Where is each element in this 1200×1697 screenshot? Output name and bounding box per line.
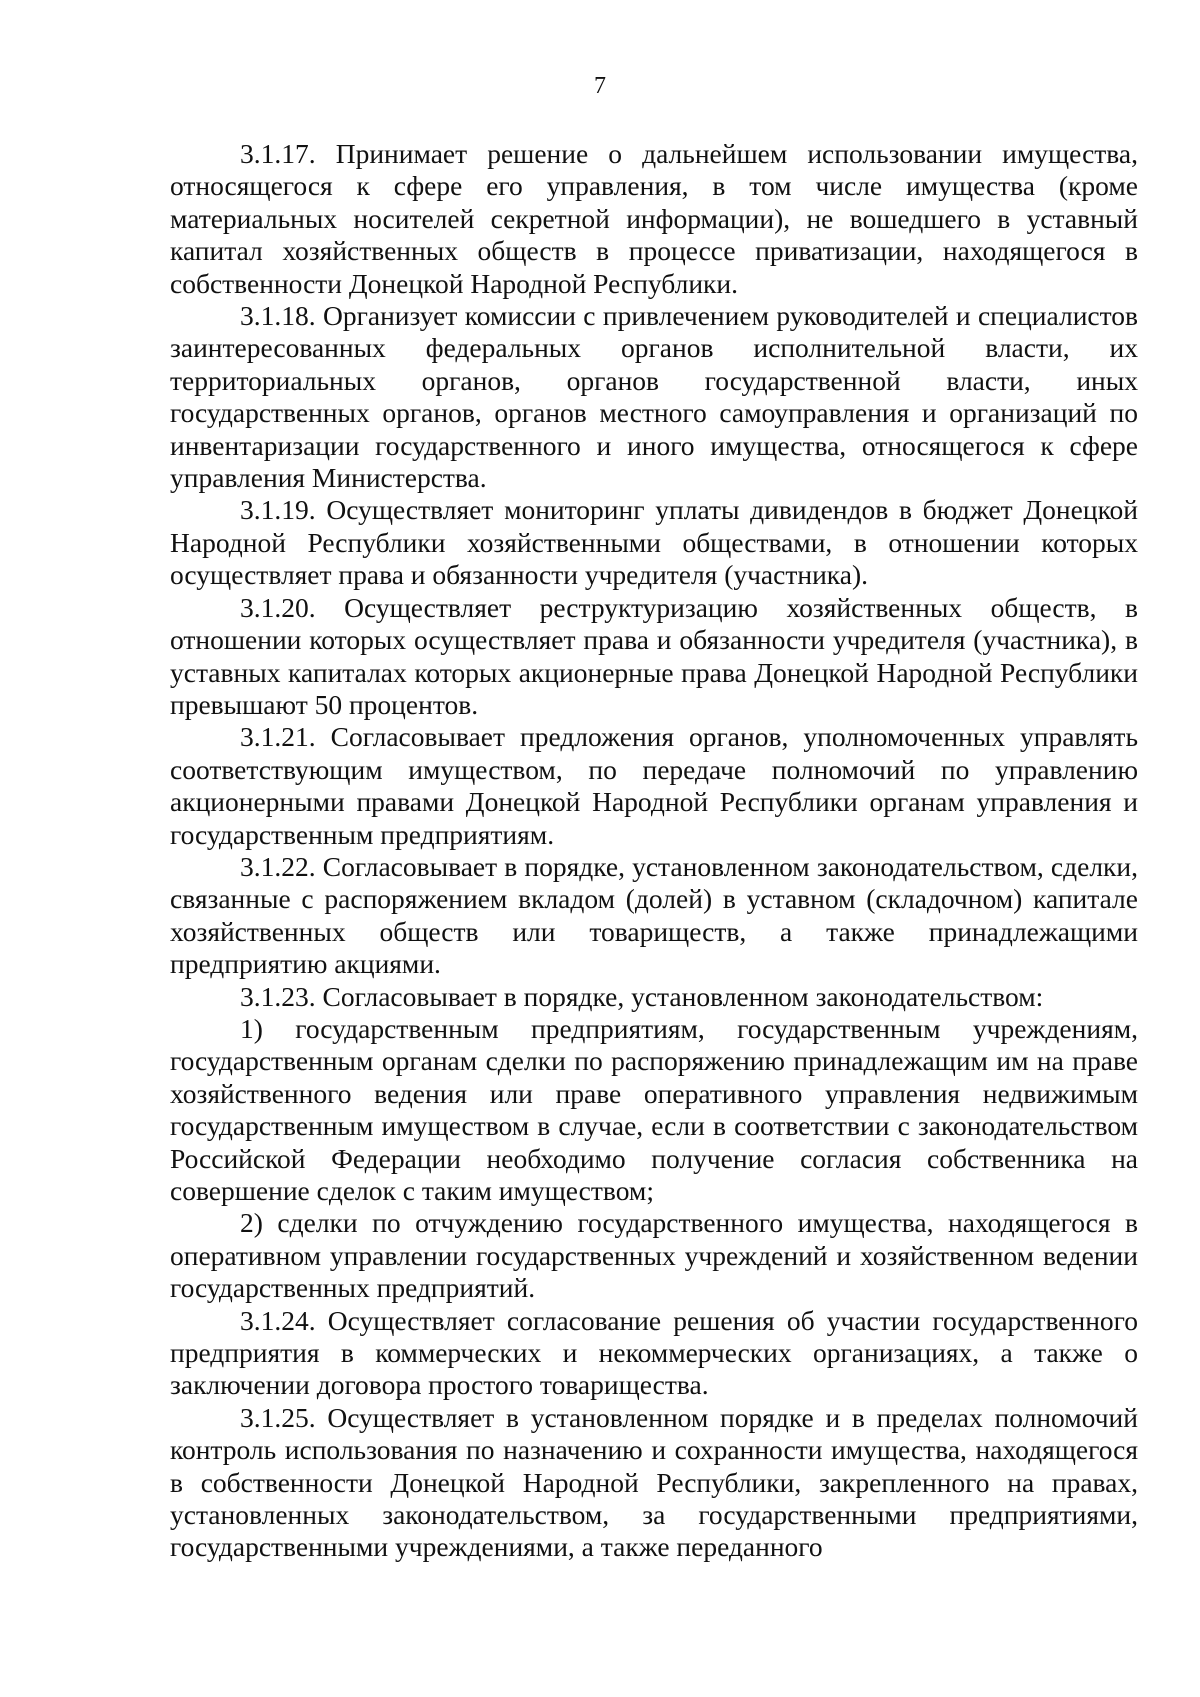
paragraph-3-1-24: 3.1.24. Осуществляет согласование решения об участии государственного предприятия в коммерческих и некоммерческих организациях, а также о заключении договора простого товарищества.: [170, 1304, 1138, 1401]
paragraph-3-1-19: 3.1.19. Осуществляет мониторинг уплаты дивидендов в бюджет Донецкой Народной Республики хозяйственными обществами, в отношении которых осуществляет права и обязанности учредителя (участника).: [170, 494, 1138, 591]
document-body: [170, 138, 1138, 1564]
paragraph-3-1-20: 3.1.20. Осуществляет реструктуризацию хозяйственных обществ, в отношении которых осуществляет права и обязанности учредителя (участника), в уставных капиталах которых акционерные права Донецкой Народной Республики превышают 50 процентов.: [170, 591, 1138, 720]
paragraph-3-1-21: 3.1.21. Согласовывает предложения органов, уполномоченных управлять соответствующим имуществом, по передаче полномочий по управлению акционерными правами Донецкой Народной Республики органам управления и государственным предприятиям.: [170, 721, 1138, 850]
paragraph-3-1-17: 3.1.17. Принимает решение о дальнейшем использовании имущества, относящегося к сфере его управления, в том числе имущества (кроме материальных носителей секретной информации), не вошедшего в уставный капитал хозяйственных обществ в процессе приватизации, находящегося в собственности Донецкой Народной Республики.: [170, 138, 1138, 299]
paragraph-3-1-22: 3.1.22. Согласовывает в порядке, установленном законодательством, сделки, связанные с распоряжением вкладом (долей) в уставном (складочном) капитале хозяйственных обществ или товариществ, а также принадлежащими предприятию акциями.: [170, 850, 1138, 980]
paragraph-3-1-23-item-2: 2) сделки по отчуждению государственного имущества, находящегося в оперативном управлении государственных учреждений и хозяйственном ведении государственных предприятий.: [170, 1207, 1138, 1304]
page-number: 7: [594, 73, 606, 99]
paragraph-3-1-25: 3.1.25. Осуществляет в установленном порядке и в пределах полномочий контроль использования по назначению и сохранности имущества, находящегося в собственности Донецкой Народной Республики, закрепленного на правах, установленных законодательством, за государственными предприятиями, государственными учреждениями, а также переданного: [170, 1401, 1138, 1563]
paragraph-3-1-18: 3.1.18. Организует комиссии с привлечением руководителей и специалистов заинтересованных федеральных органов исполнительной власти, их территориальных органов, органов государственной власти, иных государственных органов, органов местного самоуправления и организаций по инвентаризации государственного и иного имущества, относящегося к сфере управления Министерства.: [170, 300, 1138, 494]
paragraph-3-1-23-item-1: 1) государственным предприятиям, государственным учреждениям, государственным органам сделки по распоряжению принадлежащим им на праве хозяйственного ведения или праве оперативного управления недвижимым государственным имуществом в случае, если в соответствии с законодательством Российской Федерации необходимо получение согласия собственника на совершение сделок с таким имуществом;: [170, 1012, 1138, 1206]
paragraph-3-1-23: 3.1.23. Согласовывает в порядке, установленном законодательством:: [240, 980, 1044, 1012]
